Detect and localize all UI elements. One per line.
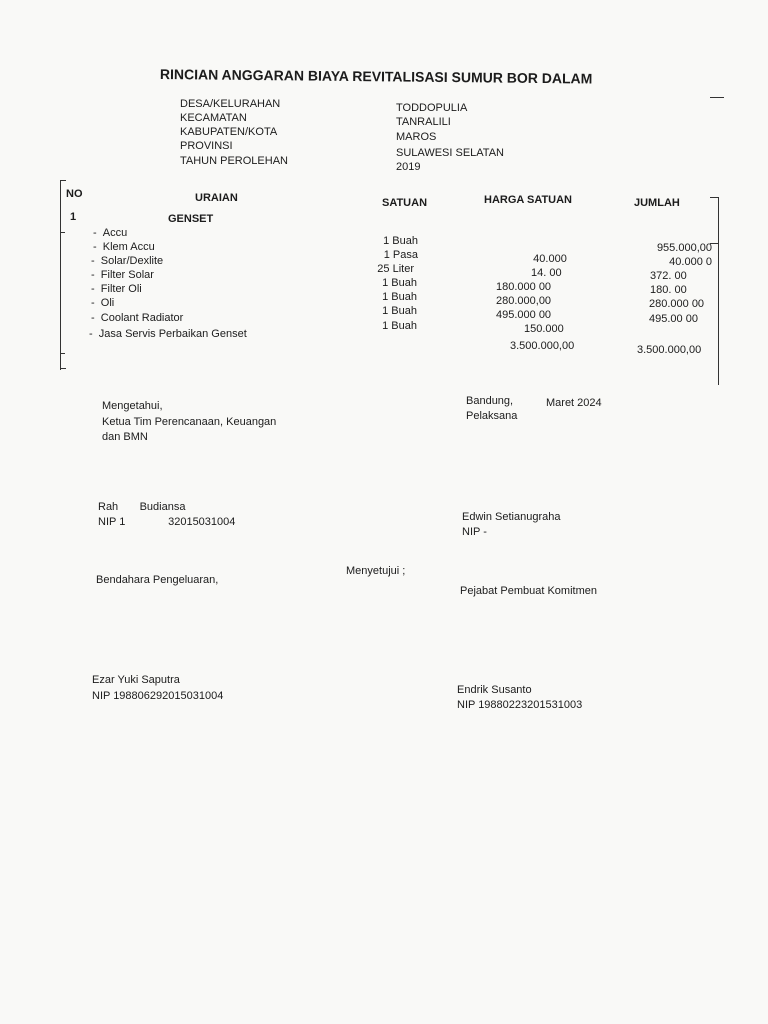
bendahara-name: Ezar Yuki Saputra (92, 674, 180, 686)
info-label-kabupaten: KABUPATEN/KOTA (180, 126, 278, 138)
group-name: GENSET (168, 213, 214, 225)
table-left-border (60, 180, 61, 370)
ppk-nip: NIP 19880223201531003 (457, 699, 583, 711)
table-row-satuan: 1 Buah (382, 320, 417, 332)
table-row-jumlah: 40.000 0 (669, 256, 712, 268)
ppk-role: Pejabat Pembuat Komitmen (460, 585, 597, 597)
table-row-jumlah: 180. 00 (650, 284, 687, 296)
table-row-harga: 150.000 (524, 323, 564, 335)
table-row-satuan: 1 Pasa (383, 249, 418, 261)
ketua-tim-role: Ketua Tim Perencanaan, Keuangan (102, 416, 277, 428)
pelaksana-name: Edwin Setianugraha (462, 511, 561, 523)
info-value-provinsi: SULAWESI SELATAN (396, 147, 504, 159)
place-label: Bandung, (466, 395, 514, 407)
pelaksana-role: Pelaksana (466, 410, 518, 422)
table-row-harga: 14. 00 (531, 267, 562, 279)
table-row-satuan: 25 Liter (377, 263, 414, 275)
info-value-tahun: 2019 (396, 161, 421, 173)
page-title: RINCIAN ANGGARAN BIAYA REVITALISASI SUMUR BOR DALAM (159, 66, 593, 87)
table-corner-tl (60, 180, 66, 181)
info-label-desa: DESA/KELURAHAN (180, 98, 281, 110)
info-value-kecamatan: TANRALILI (396, 116, 451, 128)
table-row-satuan: 1 Buah (382, 277, 417, 289)
table-row-harga: 495.000 00 (496, 309, 552, 321)
pelaksana-nip: NIP - (462, 526, 487, 538)
table-corner-tr (710, 197, 718, 198)
header-jumlah: JUMLAH (634, 197, 680, 209)
table-row-jumlah: 280.000 00 (649, 298, 705, 310)
header-harga: HARGA SATUAN (484, 194, 572, 206)
info-value-kabupaten: MAROS (396, 131, 437, 143)
ppk-name: Endrik Susanto (457, 684, 532, 696)
table-row-satuan: 1 Buah (383, 235, 418, 247)
mengetahui-label: Mengetahui, (102, 400, 163, 412)
table-row-name: - Filter Solar (91, 269, 154, 281)
header-no: NO (66, 188, 83, 200)
table-row-harga: 280.000,00 (496, 295, 552, 307)
table-row-harga: 40.000 (533, 253, 567, 265)
table-corner-bl (60, 368, 66, 369)
info-value-desa: TODDOPULIA (396, 102, 468, 114)
bendahara-role: Bendahara Pengeluaran, (96, 574, 219, 586)
ketua-tim-name: Rah Budiansa (98, 501, 186, 513)
header-uraian: URAIAN (195, 192, 238, 204)
info-label-tahun: TAHUN PEROLEHAN (180, 155, 288, 167)
table-tick (60, 353, 65, 354)
table-row-harga: 3.500.000,00 (510, 340, 575, 352)
header-satuan: SATUAN (382, 197, 428, 209)
table-right-border (718, 197, 719, 385)
table-row-satuan: 1 Buah (382, 291, 417, 303)
table-row-jumlah: 955.000,00 (656, 242, 712, 254)
table-row-name: - Solar/Dexlite (91, 255, 164, 267)
table-row-name: - Accu (93, 227, 128, 239)
ketua-tim-role-cont: dan BMN (102, 431, 148, 443)
table-row-name: - Coolant Radiator (91, 312, 184, 324)
date-label: Maret 2024 (546, 397, 602, 409)
group-number: 1 (70, 211, 77, 223)
table-row-name: - Filter Oli (91, 283, 142, 295)
table-row-name: - Oli (91, 297, 115, 309)
info-label-provinsi: PROVINSI (180, 140, 233, 152)
bendahara-nip: NIP 198806292015031004 (92, 690, 224, 702)
table-row-harga: 180.000 00 (496, 281, 552, 293)
menyetujui-label: Menyetujui ; (346, 565, 406, 577)
table-row-name: - Klem Accu (93, 241, 155, 253)
table-row-jumlah: 372. 00 (650, 270, 687, 282)
table-row-jumlah: 3.500.000,00 (637, 344, 702, 356)
table-row-satuan: 1 Buah (382, 305, 417, 317)
table-tick (60, 232, 65, 233)
table-row-jumlah: 495.00 00 (649, 313, 698, 325)
edge-mark (710, 97, 724, 98)
info-label-kecamatan: KECAMATAN (180, 112, 247, 124)
table-row-name: - Jasa Servis Perbaikan Genset (89, 328, 247, 340)
ketua-tim-nip: NIP 1 32015031004 (98, 516, 236, 528)
